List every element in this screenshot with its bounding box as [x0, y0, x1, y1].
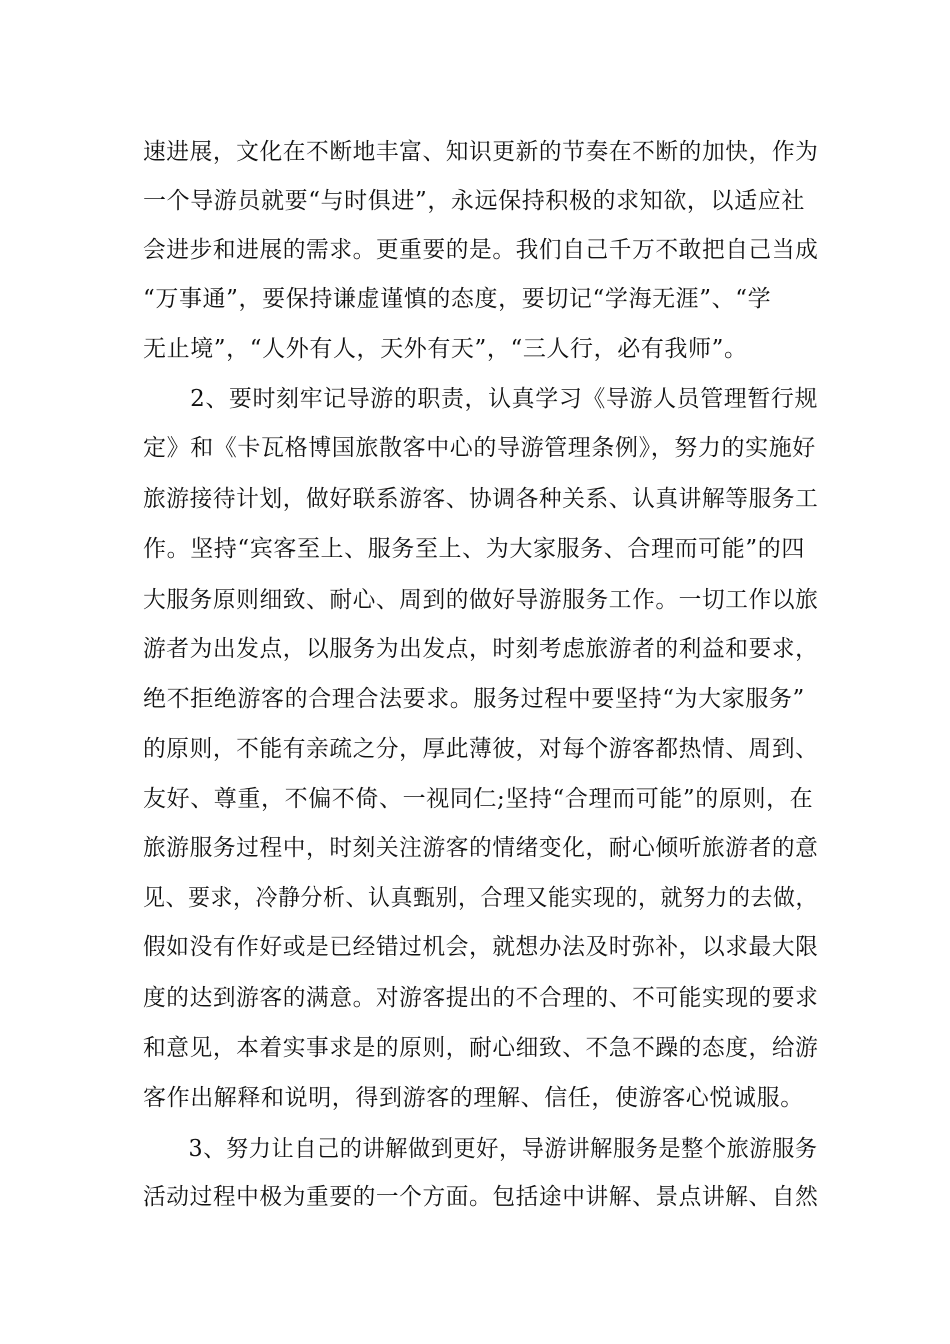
text-line: 速进展，文化在不断地丰富、知识更新的节奏在不断的加快，作为: [143, 139, 819, 165]
text-line: 3、努力让自己的讲解做到更好，导游讲解服务是整个旅游服务: [143, 1136, 818, 1162]
text-line: 无止境”，“人外有人，天外有天”，“三人行，必有我师”。: [143, 336, 748, 362]
text-line: 活动过程中极为重要的一个方面。包括途中讲解、景点讲解、自然: [143, 1184, 819, 1210]
text-line: 旅游接待计划，做好联系游客、协调各种关系、认真讲解等服务工: [143, 486, 819, 512]
text-line: 友好、尊重，不偏不倚、一视同仁;坚持“合理而可能”的原则，在: [143, 786, 814, 812]
text-line: 见、要求，冷静分析、认真甄别，合理又能实现的，就努力的去做，: [143, 885, 818, 911]
text-line: 大服务原则细致、耐心、周到的做好导游服务工作。一切工作以旅: [143, 587, 819, 613]
text-line: 游者为出发点，以服务为出发点，时刻考虑旅游者的利益和要求，: [143, 636, 819, 662]
text-line: 定》和《卡瓦格博国旅散客中心的导游管理条例》，努力的实施好: [143, 435, 816, 461]
text-line: 一个导游员就要“与时俱进”，永远保持积极的求知欲，以适应社: [143, 188, 805, 214]
text-line: 假如没有作好或是已经错过机会，就想办法及时弥补，以求最大限: [143, 934, 819, 960]
text-line: 旅游服务过程中，时刻关注游客的情绪变化，耐心倾听旅游者的意: [143, 835, 819, 861]
text-line: 会进步和进展的需求。更重要的是。我们自己千万不敢把自己当成: [143, 237, 819, 263]
text-line: 2、要时刻牢记导游的职责，认真学习《导游人员管理暂行规: [143, 386, 819, 412]
text-line: 客作出解释和说明，得到游客的理解、信任，使游客心悦诚服。: [143, 1085, 804, 1111]
text-line: 的原则，不能有亲疏之分，厚此薄彼，对每个游客都热情、周到、: [143, 736, 819, 762]
text-line: 绝不拒绝游客的合理合法要求。服务过程中要坚持“为大家服务”: [143, 686, 805, 712]
text-line: 度的达到游客的满意。对游客提出的不合理的、不可能实现的要求: [143, 985, 819, 1011]
text-line: 和意见，本着实事求是的原则，耐心细致、不急不躁的态度，给游: [143, 1035, 819, 1061]
text-line: 作。坚持“宾客至上、服务至上、为大家服务、合理而可能”的四: [143, 536, 805, 562]
text-line: “万事通”，要保持谦虚谨慎的态度，要切记“学海无涯”、“学: [143, 286, 772, 312]
